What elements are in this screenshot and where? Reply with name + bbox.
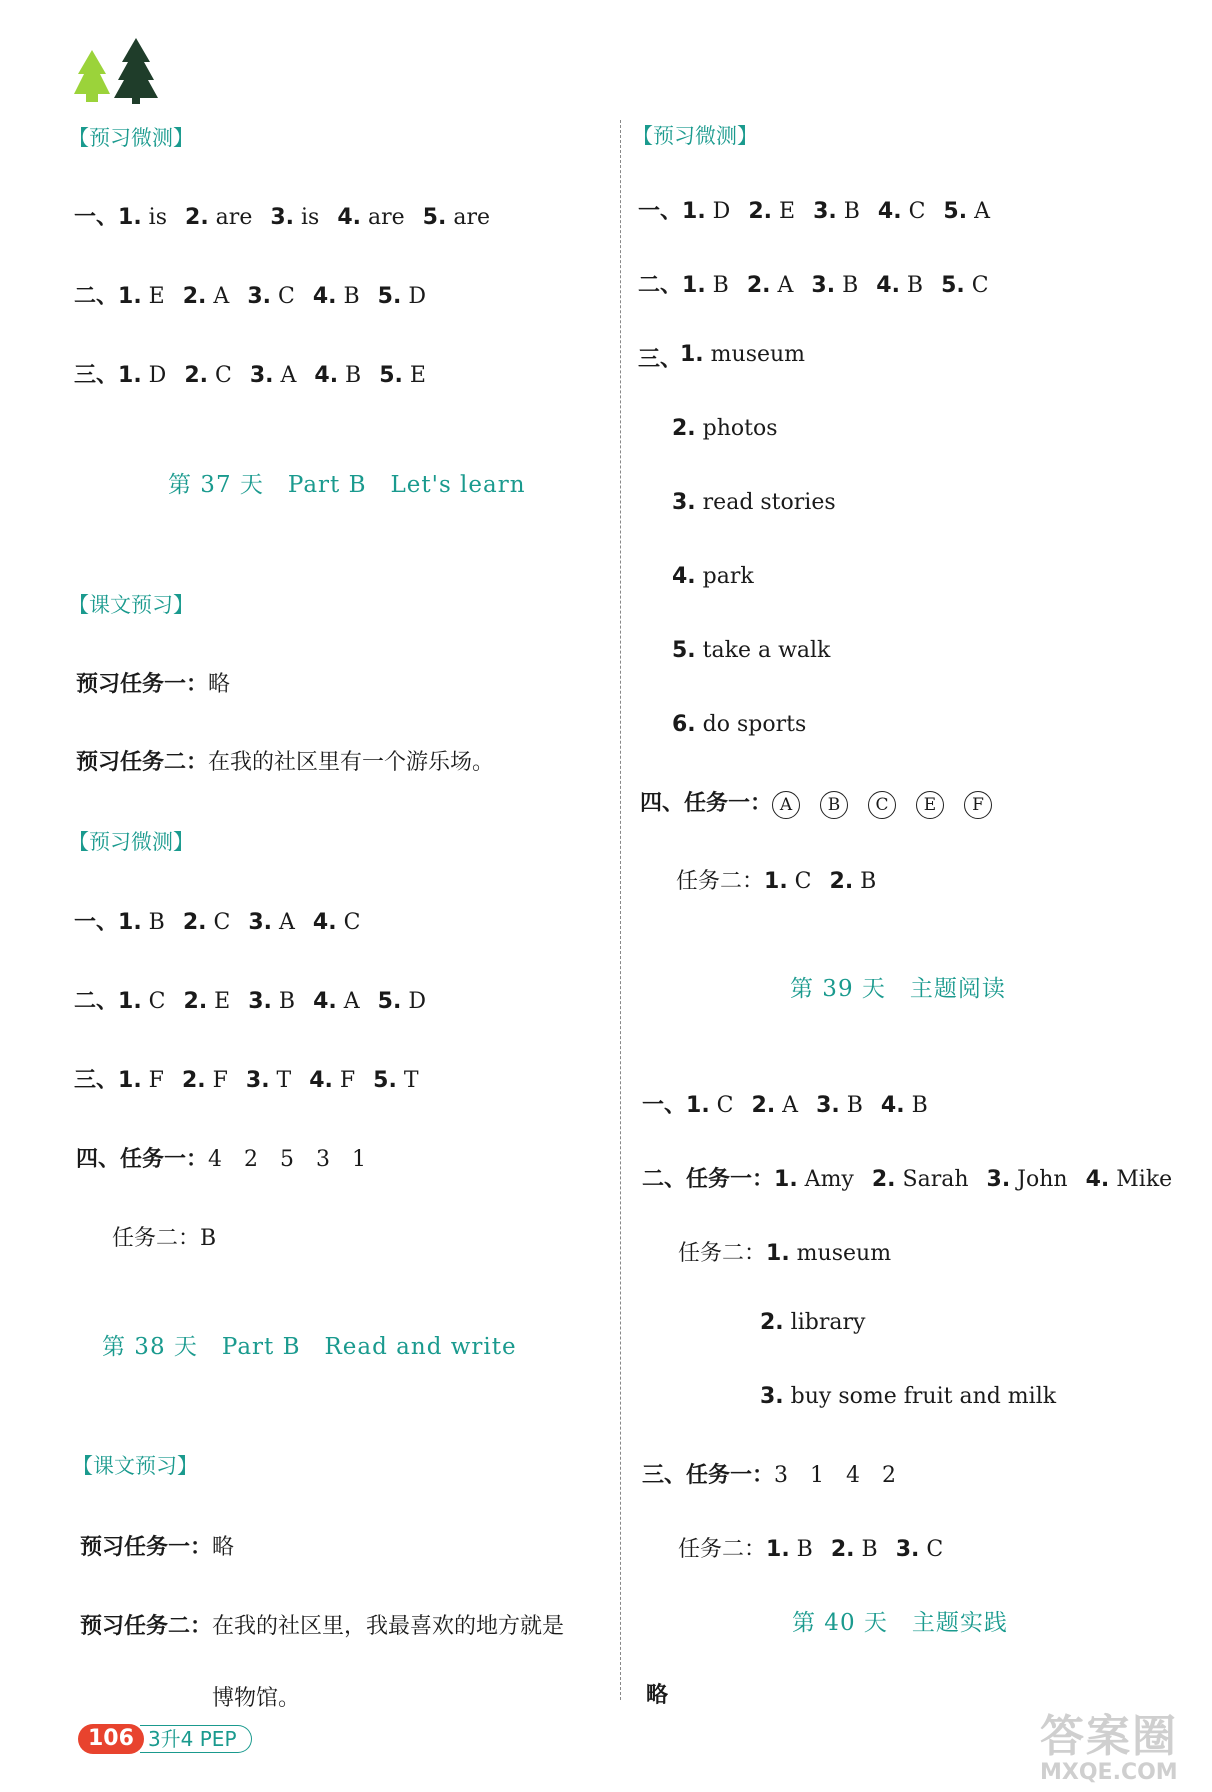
- circled-option: E: [916, 791, 944, 819]
- item-number: 3.: [672, 490, 696, 515]
- task-answer: 4 2 5 3 1: [208, 1147, 367, 1172]
- answer-row: [760, 1310, 865, 1335]
- task-answer: 略: [212, 1535, 235, 1560]
- item-answer: read stories: [695, 490, 836, 515]
- task-answer-continued: 博物馆。: [212, 1686, 301, 1711]
- item-prefix: 一、: [74, 205, 119, 230]
- item-answer: C: [206, 910, 231, 935]
- answer-row: [74, 279, 426, 310]
- item-answer: C: [964, 273, 989, 298]
- item-number: 3.: [248, 989, 272, 1014]
- item-number: 2.: [871, 1167, 896, 1192]
- task-label: 任务二：: [678, 1537, 767, 1562]
- item-answer: E: [141, 284, 165, 309]
- item-answer: are: [208, 205, 253, 230]
- item-number: 4.: [313, 989, 337, 1014]
- item-answer: photos: [695, 416, 778, 441]
- item-number: 3.: [248, 910, 273, 935]
- task-label: 任务二：: [676, 869, 765, 894]
- item-number: 3.: [249, 363, 274, 388]
- task-label: 预习任务二：: [76, 750, 209, 775]
- answer-row: [74, 358, 426, 389]
- item-number: 2.: [182, 284, 207, 309]
- task-label: 预习任务二：: [80, 1614, 213, 1639]
- item-number: 1.: [118, 284, 142, 309]
- item-answer: F: [332, 1068, 356, 1093]
- item-answer: C: [787, 869, 812, 894]
- item-number: 4.: [876, 273, 900, 298]
- item-answer: B: [338, 363, 362, 388]
- answer-row: [672, 712, 806, 737]
- task-label: 任务二：: [112, 1226, 201, 1251]
- task-label: 预习任务一：: [76, 672, 209, 697]
- answer-row: [74, 905, 360, 936]
- answer-row: [676, 864, 876, 895]
- answer-row: [638, 268, 989, 299]
- answer-row: [672, 564, 754, 589]
- item-number: 2.: [672, 416, 696, 441]
- item-number: 2.: [185, 205, 209, 230]
- item-number: 2.: [183, 989, 208, 1014]
- item-number: 5.: [943, 199, 968, 224]
- preview-task-row: [80, 1530, 234, 1561]
- item-number: 4.: [337, 205, 362, 230]
- task-label: 四、任务一：: [640, 791, 773, 816]
- answer-row: [680, 342, 805, 367]
- item-answer: C: [919, 1537, 944, 1562]
- item-number: 3.: [245, 1068, 270, 1093]
- answer-row: [74, 984, 426, 1015]
- section-tag: 【课文预习】: [68, 593, 194, 617]
- item-number: 3.: [813, 199, 837, 224]
- item-answer: E: [402, 363, 426, 388]
- item-answer: A: [967, 199, 990, 224]
- section-tag: 【预习微测】: [68, 830, 194, 854]
- answer-row: [672, 416, 778, 441]
- item-number: 5.: [941, 273, 965, 298]
- item-prefix: 一、: [638, 199, 683, 224]
- task-answer: 3 1 4 2: [774, 1463, 897, 1488]
- item-answer: B: [904, 1093, 928, 1118]
- item-number: 1.: [686, 1093, 710, 1118]
- item-answer: D: [401, 284, 426, 309]
- edition-label: 3升4 PEP: [140, 1725, 252, 1753]
- answer-row: [678, 1236, 891, 1267]
- item-number: 1.: [118, 910, 142, 935]
- item-answer: A: [273, 363, 297, 388]
- pine-trees-icon: [72, 36, 172, 104]
- item-answer: A: [336, 989, 360, 1014]
- item-number: 2.: [184, 363, 208, 388]
- item-answer: Amy: [797, 1167, 854, 1192]
- item-number: 3.: [895, 1537, 920, 1562]
- watermark-logo: 答案圈: [1040, 1711, 1178, 1762]
- circled-option: C: [868, 791, 896, 819]
- item-number: 5.: [672, 638, 696, 663]
- item-answer: D: [401, 989, 426, 1014]
- item-prefix: 三、: [74, 363, 119, 388]
- item-number: 1.: [682, 199, 706, 224]
- item-number: 3.: [247, 284, 271, 309]
- item-answer: E: [772, 199, 796, 224]
- item-answer: are: [446, 205, 490, 230]
- item-number: 2.: [760, 1310, 784, 1335]
- item-answer: are: [361, 205, 405, 230]
- item-number: 2.: [748, 199, 772, 224]
- item-number: 2.: [751, 1093, 776, 1118]
- item-number: 1.: [118, 205, 142, 230]
- answer-row: [638, 194, 990, 225]
- item-number: 4.: [1085, 1167, 1110, 1192]
- item-answer: C: [141, 989, 166, 1014]
- item-answer: F: [205, 1068, 228, 1093]
- item-answer: Sarah: [895, 1167, 969, 1192]
- item-number: 3.: [811, 273, 836, 298]
- answer-row: [760, 1384, 1056, 1409]
- item-number: 3.: [270, 205, 295, 230]
- item-prefix: 一、: [74, 910, 119, 935]
- item-answer: B: [336, 284, 360, 309]
- item-number: 5.: [377, 284, 402, 309]
- watermark: [1040, 1700, 1178, 1785]
- answer-row: [112, 1221, 216, 1252]
- item-number: 6.: [672, 712, 696, 737]
- item-answer: C: [208, 363, 232, 388]
- task-answer: 略: [208, 672, 231, 697]
- item-answer: A: [206, 284, 230, 309]
- item-answer: B: [705, 273, 729, 298]
- item-number: 1.: [118, 363, 142, 388]
- answer-row: [672, 638, 830, 663]
- item-number: 4.: [877, 199, 902, 224]
- item-answer: T: [269, 1068, 292, 1093]
- item-prefix: 一、: [642, 1093, 687, 1118]
- final-answer: 略: [646, 1683, 669, 1708]
- item-number: 4.: [309, 1068, 333, 1093]
- item-answer: B: [141, 910, 165, 935]
- column-divider: [620, 120, 621, 1700]
- item-number: 1.: [118, 1068, 142, 1093]
- item-prefix: 二、: [74, 284, 119, 309]
- item-answer: do sports: [695, 712, 807, 737]
- answer-row: [640, 786, 1012, 819]
- task-answer: 在我的社区里有一个游乐场。: [208, 750, 495, 775]
- item-number: 4.: [312, 910, 337, 935]
- item-number: 1.: [680, 342, 704, 367]
- item-answer: museum: [703, 342, 806, 367]
- answer-row: [74, 1063, 419, 1094]
- item-answer: take a walk: [695, 638, 831, 663]
- item-number: 3.: [760, 1384, 784, 1409]
- item-answer: B: [836, 199, 860, 224]
- item-answer: T: [396, 1068, 419, 1093]
- item-answer: B: [854, 1537, 878, 1562]
- day-heading: 第 38 天 Part B Read and write: [102, 1334, 517, 1360]
- item-answer: C: [270, 284, 295, 309]
- item-number: 1.: [766, 1241, 790, 1266]
- circled-option: B: [820, 791, 848, 819]
- item-number: 1.: [774, 1167, 798, 1192]
- item-number: 1.: [766, 1537, 790, 1562]
- item-number: 5.: [422, 205, 447, 230]
- item-number: 1.: [118, 989, 142, 1014]
- item-number: 4.: [312, 284, 337, 309]
- item-answer: museum: [789, 1241, 892, 1266]
- section-tag: 【预习微测】: [68, 126, 194, 150]
- item-number: 2.: [830, 1537, 855, 1562]
- item-answer: library: [783, 1310, 866, 1335]
- item-answer: A: [775, 1093, 799, 1118]
- item-answer: buy some fruit and milk: [783, 1384, 1057, 1409]
- item-number: 4.: [314, 363, 339, 388]
- item-answer: A: [272, 910, 295, 935]
- item-number: 2.: [181, 1068, 206, 1093]
- section-tag: 【预习微测】: [632, 124, 758, 148]
- page-number: 106: [78, 1724, 144, 1754]
- answer-row: [642, 1088, 928, 1119]
- item-number: 5.: [377, 989, 402, 1014]
- item-answer: A: [770, 273, 794, 298]
- section-tag: 【课文预习】: [72, 1454, 198, 1478]
- item-answer: C: [901, 199, 926, 224]
- item-number: 5.: [379, 363, 403, 388]
- item-answer: B: [835, 273, 859, 298]
- answer-row: [642, 1458, 896, 1489]
- task-label: 预习任务一：: [80, 1535, 213, 1560]
- day-heading: 第 37 天 Part B Let's learn: [168, 472, 526, 498]
- answer-row: [642, 1162, 1172, 1193]
- item-number: 1.: [764, 869, 788, 894]
- item-number: 1.: [682, 273, 706, 298]
- item-answer: is: [294, 205, 320, 230]
- item-answer: E: [207, 989, 231, 1014]
- item-number: 3.: [986, 1167, 1011, 1192]
- task-answer: B: [200, 1226, 217, 1251]
- item-number: 5.: [373, 1068, 397, 1093]
- item-answer: park: [695, 564, 754, 589]
- item-prefix: 二、: [74, 989, 119, 1014]
- item-prefix: 二、: [638, 273, 683, 298]
- task-label: 任务二：: [678, 1241, 767, 1266]
- day-heading: 第 40 天 主题实践: [792, 1610, 1008, 1636]
- item-answer: D: [705, 199, 731, 224]
- preview-task-row: [76, 667, 230, 698]
- item-answer: B: [789, 1537, 813, 1562]
- item-answer: B: [271, 989, 296, 1014]
- item-answer: John: [1010, 1167, 1068, 1192]
- task-label: 四、任务一：: [76, 1147, 209, 1172]
- item-number: 2.: [182, 910, 207, 935]
- item-answer: is: [141, 205, 168, 230]
- task-label: 二、任务一：: [642, 1167, 775, 1192]
- item-number: 4.: [880, 1093, 905, 1118]
- item-answer: B: [899, 273, 924, 298]
- item-answer: D: [141, 363, 167, 388]
- watermark-url: MXQE.COM: [1040, 1760, 1178, 1785]
- day-heading: 第 39 天 主题阅读: [790, 976, 1006, 1002]
- preview-task-row: [80, 1609, 564, 1640]
- answer-row: [76, 1142, 366, 1173]
- circled-option: A: [772, 791, 800, 819]
- item-number: 3.: [816, 1093, 840, 1118]
- item-number: 2.: [829, 869, 854, 894]
- task-label: 三、任务一：: [642, 1463, 775, 1488]
- item-number: 4.: [672, 564, 696, 589]
- task-answer: 在我的社区里，我最喜欢的地方就是: [212, 1614, 565, 1639]
- preview-task-row: [76, 745, 494, 776]
- item-prefix: 三、: [74, 1068, 119, 1093]
- item-number: 2.: [746, 273, 771, 298]
- page-badge: [78, 1724, 252, 1754]
- answer-row: [678, 1532, 943, 1563]
- item-answer: F: [141, 1068, 164, 1093]
- item-answer: B: [853, 869, 877, 894]
- circled-option: F: [964, 791, 992, 819]
- section-label: 三、: [638, 347, 683, 372]
- item-answer: B: [839, 1093, 863, 1118]
- answer-row: [672, 490, 836, 515]
- item-answer: Mike: [1109, 1167, 1173, 1192]
- answer-row: [74, 200, 490, 231]
- item-answer: C: [336, 910, 361, 935]
- item-answer: C: [709, 1093, 734, 1118]
